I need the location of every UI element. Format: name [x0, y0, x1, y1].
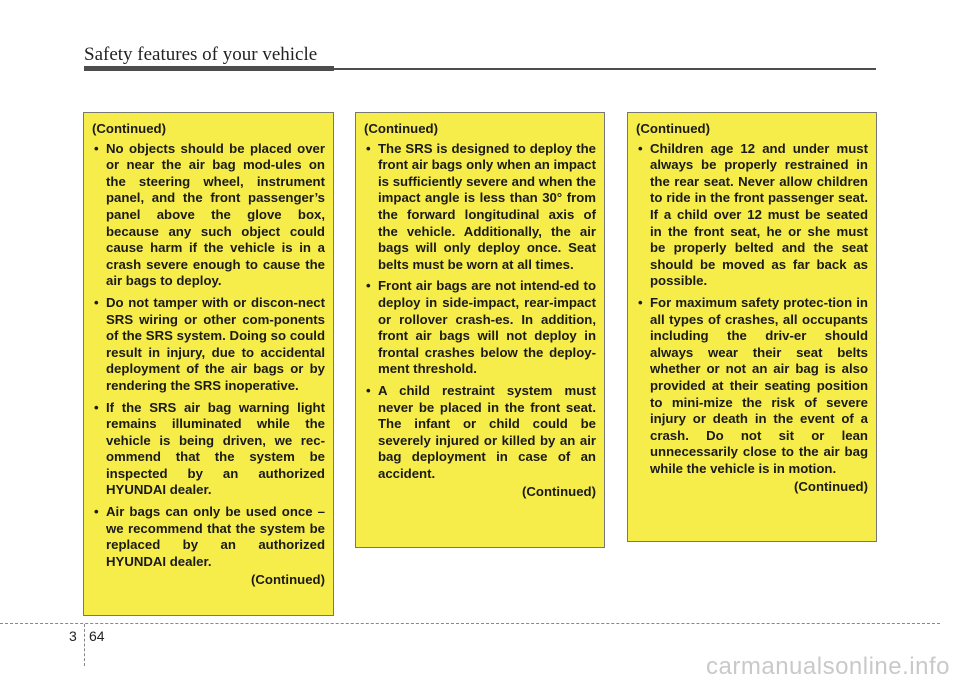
- bullet-item: • No objects should be placed over or near the air bag mod-ules on the steering wheel, instrument panel, and the front passenger’s panel above the glove box, because any such object could cause harm if the vehicle is in a crash severe enough to cause the air bags to deploy.: [92, 141, 325, 290]
- warning-box-2: [355, 112, 605, 548]
- bullet-item: • If the SRS air bag warning light remains illuminated while the vehicle is being driven, we rec-ommend that the system be inspected by an authorized HYUNDAI dealer.: [92, 400, 325, 500]
- continued-label-bottom: (Continued): [522, 484, 596, 500]
- bullet-item: • Do not tamper with or discon-nect SRS wiring or other com-ponents of the SRS system. Doing so could result in injury, due to accidental deployment of the air bags or by rendering the SRS inoperative.: [92, 295, 325, 395]
- continued-label-top: (Continued): [636, 121, 710, 136]
- bullet-item: • Front air bags are not intend-ed to deploy in side-impact, rear-impact or rollover crash-es. In addition, front air bags will not deploy in frontal crashes below the deploy-ment threshold.: [364, 278, 596, 378]
- continued-label-top: (Continued): [92, 121, 166, 136]
- watermark: carmanualsonline.info: [706, 653, 950, 680]
- bullet-item: • The SRS is designed to deploy the front air bags only when an impact is sufficiently severe and when the impact angle is less than 30° from the forward longitudinal axis of the vehicle. Additionally, the air bags will only deploy once. Seat belts must be worn at all times.: [364, 141, 596, 274]
- warning-box-1: [83, 112, 334, 616]
- bullet-item: • For maximum safety protec-tion in all types of crashes, all occupants including the driv-er should always wear their seat belts whether or not an air bag is also provided at their seating position to mini-mize the risk of severe injury or death in the event of a crash. Do not sit or lean unnecessarily close to the air bag while the vehicle is in motion.: [636, 295, 868, 478]
- bullet-item: • A child restraint system must never be placed in the front seat. The infant or child could be severely injured or killed by an air bag deployment in case of an accident.: [364, 383, 596, 483]
- footer-rule: [0, 623, 940, 624]
- header-rule-thin: [334, 68, 876, 70]
- bullet-item: • Children age 12 and under must always be properly restrained in the rear seat. Never allow children to ride in the front passenger seat. If a child over 12 must be seated in the front seat, he or she must be properly belted and the seat should be moved as far back as possible.: [636, 141, 868, 290]
- footer-divider: [84, 624, 85, 666]
- header-rule-thick: [84, 66, 334, 71]
- page-header-title: Safety features of your vehicle: [84, 44, 318, 65]
- continued-label-bottom: (Continued): [794, 479, 868, 495]
- warning-box-3: [627, 112, 877, 542]
- continued-label-bottom: (Continued): [251, 572, 325, 588]
- bullet-item: • Air bags can only be used once – we recommend that the system be replaced by an authorized HYUNDAI dealer.: [92, 504, 325, 570]
- section-number: 3: [69, 628, 77, 644]
- continued-label-top: (Continued): [364, 121, 438, 136]
- page-number: 64: [89, 628, 105, 644]
